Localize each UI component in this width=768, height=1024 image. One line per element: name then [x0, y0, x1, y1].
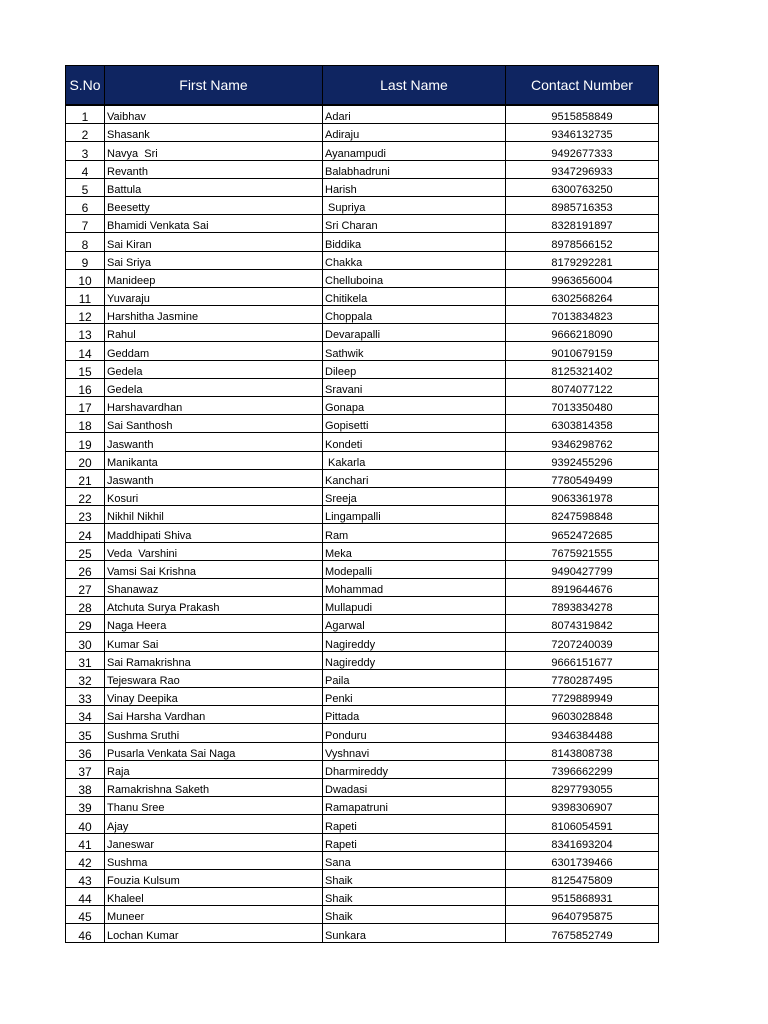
contact-number-cell: 6302568264	[506, 287, 659, 305]
sno-cell: 44	[66, 888, 105, 906]
first-name-cell: Thanu Sree	[105, 797, 323, 815]
first-name-cell: Ajay	[105, 815, 323, 833]
contact-number-cell: 8297793055	[506, 778, 659, 796]
contact-number-cell: 8978566152	[506, 233, 659, 251]
last-name-cell: Shaik	[323, 869, 506, 887]
first-name-cell: Battula	[105, 178, 323, 196]
table-row	[66, 196, 659, 214]
table-row	[66, 633, 659, 651]
sno-cell: 17	[66, 397, 105, 415]
first-name-cell: Revanth	[105, 160, 323, 178]
table-row	[66, 851, 659, 869]
last-name-cell: Mohammad	[323, 578, 506, 596]
table-row	[66, 160, 659, 178]
contact-number-cell: 7675921555	[506, 542, 659, 560]
first-name-cell: Bhamidi Venkata Sai	[105, 215, 323, 233]
last-name-cell: Penki	[323, 688, 506, 706]
last-name-cell: Sreeja	[323, 487, 506, 505]
table-row	[66, 778, 659, 796]
sno-cell: 37	[66, 760, 105, 778]
contact-number-cell: 8985716353	[506, 196, 659, 214]
contact-number-cell: 7207240039	[506, 633, 659, 651]
contact-number-cell: 9640795875	[506, 906, 659, 924]
sno-cell: 13	[66, 324, 105, 342]
first-name-cell: Tejeswara Rao	[105, 669, 323, 687]
last-name-cell: Ayanampudi	[323, 142, 506, 160]
contact-number-cell: 6301739466	[506, 851, 659, 869]
table-row	[66, 178, 659, 196]
first-name-cell: Vaibhav	[105, 105, 323, 124]
contact-number-cell: 9347296933	[506, 160, 659, 178]
sno-cell: 45	[66, 906, 105, 924]
last-name-cell: Sravani	[323, 378, 506, 396]
first-name-cell: Harshitha Jasmine	[105, 306, 323, 324]
last-name-cell: Dharmireddy	[323, 760, 506, 778]
first-name-cell: Sai Ramakrishna	[105, 651, 323, 669]
last-name-cell: Lingampalli	[323, 506, 506, 524]
sno-cell: 18	[66, 415, 105, 433]
contact-number-cell: 7396662299	[506, 760, 659, 778]
sno-cell: 23	[66, 506, 105, 524]
contact-number-cell: 9666151677	[506, 651, 659, 669]
first-name-cell: Yuvaraju	[105, 287, 323, 305]
table-row	[66, 724, 659, 742]
last-name-cell: Sunkara	[323, 924, 506, 942]
table-header	[66, 66, 659, 106]
sno-cell: 15	[66, 360, 105, 378]
table-row	[66, 451, 659, 469]
sno-cell: 40	[66, 815, 105, 833]
first-name-cell: Manideep	[105, 269, 323, 287]
first-name-cell: Shanawaz	[105, 578, 323, 596]
contact-number-cell: 9346298762	[506, 433, 659, 451]
sno-cell: 39	[66, 797, 105, 815]
sno-cell: 31	[66, 651, 105, 669]
sno-cell: 2	[66, 124, 105, 142]
table-row	[66, 833, 659, 851]
table-body	[66, 105, 659, 942]
table-row	[66, 578, 659, 596]
table-row	[66, 615, 659, 633]
table-row	[66, 487, 659, 505]
first-name-cell: Fouzia Kulsum	[105, 869, 323, 887]
first-name-cell: Kosuri	[105, 487, 323, 505]
last-name-cell: Biddika	[323, 233, 506, 251]
first-name-cell: Naga Heera	[105, 615, 323, 633]
first-name-cell: Gedela	[105, 360, 323, 378]
contact-number-cell: 6300763250	[506, 178, 659, 196]
first-name-cell: Sai Sriya	[105, 251, 323, 269]
sno-cell: 22	[66, 487, 105, 505]
sno-cell: 34	[66, 706, 105, 724]
sno-cell: 30	[66, 633, 105, 651]
table-row	[66, 469, 659, 487]
contact-number-cell: 9392455296	[506, 451, 659, 469]
contact-number-cell: 8106054591	[506, 815, 659, 833]
table-row	[66, 597, 659, 615]
table-row	[66, 706, 659, 724]
table-row	[66, 306, 659, 324]
sno-cell: 27	[66, 578, 105, 596]
sno-cell: 21	[66, 469, 105, 487]
first-name-cell: Manikanta	[105, 451, 323, 469]
sno-cell: 6	[66, 196, 105, 214]
table-row	[66, 869, 659, 887]
table-row	[66, 688, 659, 706]
sno-cell: 42	[66, 851, 105, 869]
contact-number-cell: 8179292281	[506, 251, 659, 269]
table-row	[66, 105, 659, 124]
first-name-cell: Navya Sri	[105, 142, 323, 160]
contact-number-cell: 8143808738	[506, 742, 659, 760]
table-row	[66, 888, 659, 906]
header-contact-number: Contact Number	[506, 66, 659, 106]
contact-number-cell: 8341693204	[506, 833, 659, 851]
first-name-cell: Khaleel	[105, 888, 323, 906]
last-name-cell: Vyshnavi	[323, 742, 506, 760]
sno-cell: 3	[66, 142, 105, 160]
sno-cell: 1	[66, 105, 105, 124]
sno-cell: 16	[66, 378, 105, 396]
first-name-cell: Sai Santhosh	[105, 415, 323, 433]
contact-number-cell: 6303814358	[506, 415, 659, 433]
table-row	[66, 142, 659, 160]
first-name-cell: Sushma Sruthi	[105, 724, 323, 742]
first-name-cell: Jaswanth	[105, 433, 323, 451]
sno-cell: 25	[66, 542, 105, 560]
first-name-cell: Gedela	[105, 378, 323, 396]
table-row	[66, 506, 659, 524]
last-name-cell: Modepalli	[323, 560, 506, 578]
table-row	[66, 378, 659, 396]
first-name-cell: Muneer	[105, 906, 323, 924]
first-name-cell: Geddam	[105, 342, 323, 360]
sno-cell: 36	[66, 742, 105, 760]
sno-cell: 43	[66, 869, 105, 887]
table-row	[66, 669, 659, 687]
table-row	[66, 287, 659, 305]
first-name-cell: Vamsi Sai Krishna	[105, 560, 323, 578]
contact-number-cell: 9652472685	[506, 524, 659, 542]
sno-cell: 12	[66, 306, 105, 324]
sno-cell: 11	[66, 287, 105, 305]
contact-number-cell: 9515858849	[506, 105, 659, 124]
sno-cell: 32	[66, 669, 105, 687]
contact-number-cell: 9490427799	[506, 560, 659, 578]
last-name-cell: Ramapatruni	[323, 797, 506, 815]
contact-number-cell: 8074077122	[506, 378, 659, 396]
contact-number-cell: 8074319842	[506, 615, 659, 633]
last-name-cell: Dwadasi	[323, 778, 506, 796]
contact-number-cell: 8125321402	[506, 360, 659, 378]
last-name-cell: Gonapa	[323, 397, 506, 415]
first-name-cell: Janeswar	[105, 833, 323, 851]
contact-number-cell: 7780287495	[506, 669, 659, 687]
contact-number-cell: 9346132735	[506, 124, 659, 142]
last-name-cell: Shaik	[323, 888, 506, 906]
first-name-cell: Lochan Kumar	[105, 924, 323, 942]
sno-cell: 35	[66, 724, 105, 742]
table-row	[66, 524, 659, 542]
table-row	[66, 324, 659, 342]
last-name-cell: Adari	[323, 105, 506, 124]
last-name-cell: Nagireddy	[323, 651, 506, 669]
last-name-cell: Shaik	[323, 906, 506, 924]
contact-number-cell: 9515868931	[506, 888, 659, 906]
last-name-cell: Kondeti	[323, 433, 506, 451]
table-row	[66, 924, 659, 942]
last-name-cell: Ponduru	[323, 724, 506, 742]
last-name-cell: Devarapalli	[323, 324, 506, 342]
sno-cell: 5	[66, 178, 105, 196]
contact-number-cell: 7013350480	[506, 397, 659, 415]
last-name-cell: Adiraju	[323, 124, 506, 142]
contact-number-cell: 7729889949	[506, 688, 659, 706]
sno-cell: 14	[66, 342, 105, 360]
last-name-cell: Rapeti	[323, 833, 506, 851]
last-name-cell: Chelluboina	[323, 269, 506, 287]
table-row	[66, 760, 659, 778]
last-name-cell: Chakka	[323, 251, 506, 269]
table-row	[66, 797, 659, 815]
contact-number-cell: 8328191897	[506, 215, 659, 233]
contact-number-cell: 9666218090	[506, 324, 659, 342]
header-last-name: Last Name	[323, 66, 506, 106]
first-name-cell: Harshavardhan	[105, 397, 323, 415]
header-row	[66, 66, 659, 106]
first-name-cell: Rahul	[105, 324, 323, 342]
sno-cell: 24	[66, 524, 105, 542]
first-name-cell: Vinay Deepika	[105, 688, 323, 706]
table-row	[66, 651, 659, 669]
first-name-cell: Sushma	[105, 851, 323, 869]
sno-cell: 9	[66, 251, 105, 269]
table-row	[66, 906, 659, 924]
contact-number-cell: 7013834823	[506, 306, 659, 324]
contact-number-cell: 9398306907	[506, 797, 659, 815]
sno-cell: 33	[66, 688, 105, 706]
first-name-cell: Pusarla Venkata Sai Naga	[105, 742, 323, 760]
contact-number-cell: 7780549499	[506, 469, 659, 487]
first-name-cell: Kumar Sai	[105, 633, 323, 651]
table-row	[66, 269, 659, 287]
table-row	[66, 415, 659, 433]
last-name-cell: Nagireddy	[323, 633, 506, 651]
sno-cell: 41	[66, 833, 105, 851]
table-row	[66, 433, 659, 451]
contact-number-cell: 9963656004	[506, 269, 659, 287]
table-row	[66, 233, 659, 251]
table-row	[66, 124, 659, 142]
sno-cell: 46	[66, 924, 105, 942]
sno-cell: 26	[66, 560, 105, 578]
last-name-cell: Sathwik	[323, 342, 506, 360]
contact-number-cell: 8247598848	[506, 506, 659, 524]
table-row	[66, 342, 659, 360]
table-row	[66, 742, 659, 760]
contact-table	[65, 65, 659, 943]
header-sno: S.No	[66, 66, 105, 106]
last-name-cell: Mullapudi	[323, 597, 506, 615]
last-name-cell: Agarwal	[323, 615, 506, 633]
first-name-cell: Beesetty	[105, 196, 323, 214]
last-name-cell: Supriya	[323, 196, 506, 214]
sno-cell: 4	[66, 160, 105, 178]
first-name-cell: Jaswanth	[105, 469, 323, 487]
last-name-cell: Harish	[323, 178, 506, 196]
last-name-cell: Dileep	[323, 360, 506, 378]
sno-cell: 28	[66, 597, 105, 615]
contact-number-cell: 9010679159	[506, 342, 659, 360]
first-name-cell: Sai Kiran	[105, 233, 323, 251]
last-name-cell: Ram	[323, 524, 506, 542]
last-name-cell: Sri Charan	[323, 215, 506, 233]
last-name-cell: Kanchari	[323, 469, 506, 487]
table-row	[66, 815, 659, 833]
header-first-name: First Name	[105, 66, 323, 106]
table-row	[66, 542, 659, 560]
first-name-cell: Nikhil Nikhil	[105, 506, 323, 524]
sno-cell: 38	[66, 778, 105, 796]
contact-number-cell: 7675852749	[506, 924, 659, 942]
table-row	[66, 251, 659, 269]
first-name-cell: Veda Varshini	[105, 542, 323, 560]
table-row	[66, 397, 659, 415]
last-name-cell: Gopisetti	[323, 415, 506, 433]
sno-cell: 10	[66, 269, 105, 287]
last-name-cell: Choppala	[323, 306, 506, 324]
contact-number-cell: 9603028848	[506, 706, 659, 724]
sno-cell: 20	[66, 451, 105, 469]
sno-cell: 19	[66, 433, 105, 451]
table-row	[66, 560, 659, 578]
contact-number-cell: 8125475809	[506, 869, 659, 887]
first-name-cell: Maddhipati Shiva	[105, 524, 323, 542]
first-name-cell: Sai Harsha Vardhan	[105, 706, 323, 724]
table-row	[66, 215, 659, 233]
last-name-cell: Paila	[323, 669, 506, 687]
sno-cell: 29	[66, 615, 105, 633]
last-name-cell: Rapeti	[323, 815, 506, 833]
last-name-cell: Kakarla	[323, 451, 506, 469]
last-name-cell: Sana	[323, 851, 506, 869]
table-row	[66, 360, 659, 378]
last-name-cell: Chitikela	[323, 287, 506, 305]
contact-number-cell: 7893834278	[506, 597, 659, 615]
last-name-cell: Balabhadruni	[323, 160, 506, 178]
sno-cell: 7	[66, 215, 105, 233]
contact-number-cell: 9346384488	[506, 724, 659, 742]
contact-number-cell: 9063361978	[506, 487, 659, 505]
first-name-cell: Atchuta Surya Prakash	[105, 597, 323, 615]
first-name-cell: Raja	[105, 760, 323, 778]
first-name-cell: Shasank	[105, 124, 323, 142]
sno-cell: 8	[66, 233, 105, 251]
first-name-cell: Ramakrishna Saketh	[105, 778, 323, 796]
last-name-cell: Meka	[323, 542, 506, 560]
last-name-cell: Pittada	[323, 706, 506, 724]
contact-number-cell: 9492677333	[506, 142, 659, 160]
contact-number-cell: 8919644676	[506, 578, 659, 596]
